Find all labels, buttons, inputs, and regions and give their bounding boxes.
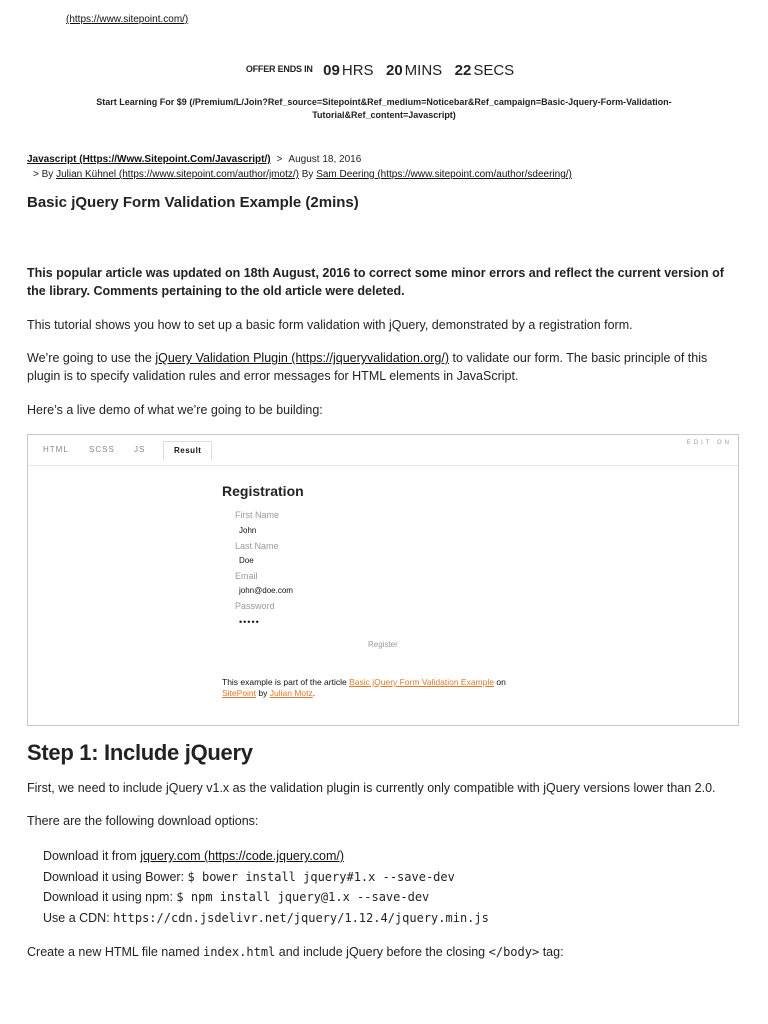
secs-value: 22 — [454, 62, 472, 79]
byline — [33, 167, 572, 182]
option-text: Download it using Bower: — [43, 869, 185, 884]
update-note: This popular article was updated on 18th August, 2016 to correct some minor errors and reflect the current version of the library. Comments pertaining to the old article were deleted. — [27, 266, 724, 298]
offer-countdown — [0, 62, 768, 80]
option-text: Download it from — [43, 849, 137, 863]
attribution-text: This example is part of the article — [222, 677, 347, 687]
tab-html[interactable]: HTML — [43, 445, 69, 454]
secs-unit: SECS — [473, 62, 515, 79]
attribution-by: by — [258, 688, 268, 698]
by-label-2: By — [301, 169, 314, 180]
breadcrumb — [27, 152, 361, 167]
index-html-code: index.html — [203, 945, 276, 959]
tab-scss[interactable]: SCSS — [89, 445, 115, 454]
list-item — [43, 887, 489, 908]
first-name-input[interactable]: John — [239, 526, 257, 535]
sitepoint-home-link[interactable]: (https://www.sitepoint.com/) — [66, 14, 189, 25]
list-item — [43, 908, 489, 929]
article-title: Basic jQuery Form Validation Example (2mins) — [27, 194, 359, 211]
step1-paragraph: First, we need to include jQuery v1.x as the validation plugin is currently only compatible with jQuery versions lower than 2.0. — [27, 781, 716, 795]
intro-paragraph: This tutorial shows you how to set up a basic form validation with jQuery, demonstrated by a registration form. — [27, 318, 633, 332]
publish-date: August 18, 2016 — [288, 154, 362, 165]
registration-title: Registration — [222, 483, 304, 499]
mins-unit: MINS — [404, 62, 443, 79]
by-label: By — [41, 169, 54, 180]
list-item — [43, 867, 489, 888]
list-item — [43, 846, 489, 867]
bower-command: $ bower install jquery#1.x --save-dev — [187, 869, 455, 884]
category-link[interactable]: Javascript (Https://Www.Sitepoint.Com/Javascript/) — [27, 154, 271, 165]
npm-command: $ npm install jquery@1.x --save-dev — [176, 890, 430, 904]
plugin-paragraph — [27, 349, 739, 385]
body-tag-code: </body> — [488, 945, 540, 959]
option-text: Download it using npm: — [43, 890, 173, 904]
author-link-sam[interactable]: Sam Deering (https://www.sitepoint.com/author/sdeering/) — [316, 169, 572, 180]
tab-js[interactable]: JS — [134, 445, 146, 454]
first-name-label: First Name — [235, 510, 280, 520]
plugin-text-after: to validate our form. The basic principle of this plugin is to specify validation rules and error messages for HTML elements in JavaScript. — [27, 351, 708, 383]
author-link-julian[interactable]: Julian Kühnel (https://www.sitepoint.com/author/jmotz/) — [56, 169, 299, 180]
article-link[interactable]: Basic jQuery Form Validation Example — [349, 677, 494, 687]
demo-attribution — [222, 677, 506, 699]
password-label: Password — [235, 601, 275, 611]
offer-label: OFFER ENDS IN — [245, 64, 313, 74]
breadcrumb-separator: > — [276, 154, 283, 165]
option-text: Use a CDN: — [43, 910, 110, 925]
register-button[interactable]: Register — [368, 640, 398, 649]
tab-result[interactable]: Result — [163, 441, 212, 460]
attribution-on: on — [496, 677, 506, 687]
last-name-label: Last Name — [235, 541, 279, 551]
email-input[interactable]: john@doe.com — [239, 586, 293, 595]
download-options-intro: There are the following download options: — [27, 814, 259, 828]
mins-value: 20 — [385, 62, 403, 79]
cdn-url: https://cdn.jsdelivr.net/jquery/1.12.4/jquery.min.js — [113, 910, 489, 925]
jquery-com-link[interactable]: jquery.com (https://code.jquery.com/) — [140, 849, 345, 863]
last-name-input[interactable]: Doe — [239, 556, 254, 565]
create-file-paragraph — [27, 943, 739, 961]
password-input[interactable]: ••••• — [239, 617, 260, 627]
create-text-after: tag: — [542, 945, 564, 959]
codepen-demo — [27, 434, 739, 726]
edit-on-codepen-link[interactable]: EDIT ON — [686, 440, 732, 446]
byline-separator: > — [33, 169, 39, 180]
email-label: Email — [235, 571, 258, 581]
download-options-list — [43, 846, 489, 928]
create-text-before: Create a new HTML file named — [27, 945, 200, 959]
hours-unit: HRS — [341, 62, 374, 79]
step1-heading: Step 1: Include jQuery — [27, 740, 253, 765]
jquery-validation-plugin-link[interactable]: jQuery Validation Plugin (https://jqueryvalidation.org/) — [155, 351, 450, 365]
tab-divider — [28, 465, 738, 466]
hours-value: 09 — [323, 62, 340, 79]
attribution-end: . — [312, 688, 316, 698]
sitepoint-link[interactable]: SitePoint — [222, 688, 257, 698]
julian-motz-link[interactable]: Julian Motz — [269, 688, 313, 698]
plugin-text-before: We’re going to use the — [27, 351, 152, 365]
demo-tabs — [28, 435, 738, 465]
demo-intro: Here’s a live demo of what we’re going to be building: — [27, 403, 323, 417]
create-text-middle: and include jQuery before the closing — [278, 945, 486, 959]
promo-link[interactable]: Start Learning For $9 (/Premium/L/Join?Ref_source=Sitepoint&Ref_medium=Noticebar&Ref_campaign=Basic-Jquery-Form-Validation-Tutorial&Ref_content=Javascript) — [96, 97, 672, 120]
